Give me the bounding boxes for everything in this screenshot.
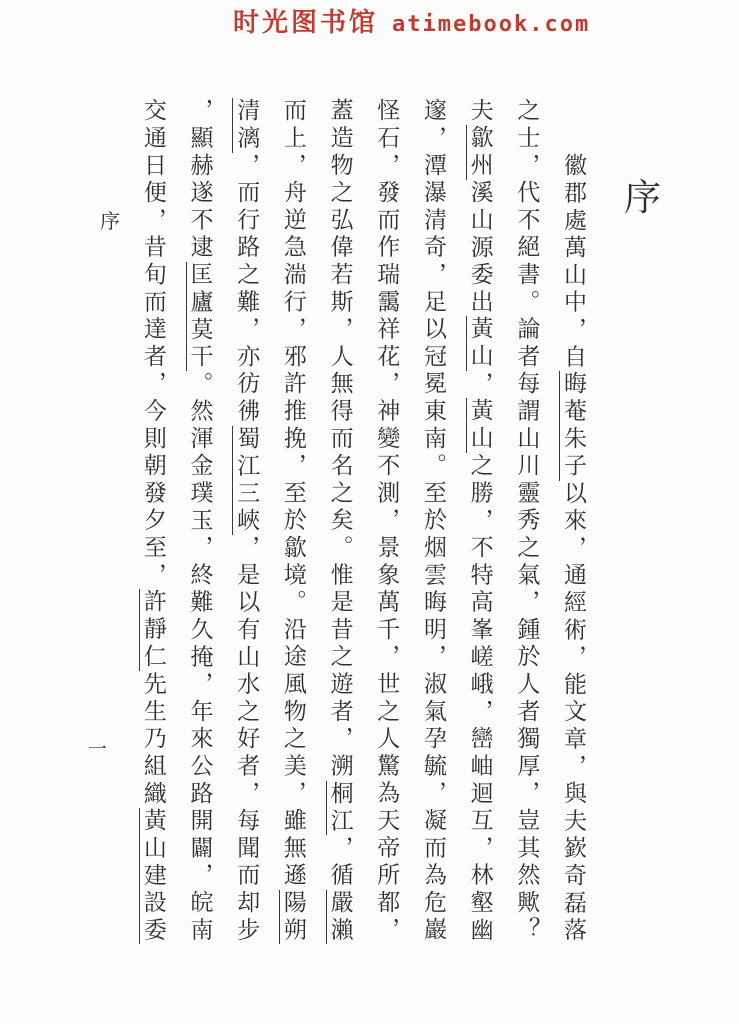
text-column: ，顯赫遂不逮匡廬莫干。然渾金璞玉，終難久掩，年來公路開闢，皖南	[187, 98, 213, 945]
watermark-site-name: 时光图书馆	[233, 8, 379, 37]
text-column: 之士，代不絕書。論者每謂山川靈秀之氣，鍾於人者獨厚，豈其然歟？	[514, 98, 540, 945]
proper-noun-mark: 蜀江三峽	[234, 425, 260, 535]
watermark	[233, 2, 590, 39]
text-column: 徽郡處萬山中，自晦菴朱子以來，通經術，能文章，與夫嶔奇磊落	[561, 153, 586, 945]
proper-noun-mark: 黃山	[467, 398, 493, 453]
text-column: 交通日便，昔旬而達者，今則朝發夕至，許靜仁先生乃組織黃山建設委	[140, 98, 166, 945]
margin-section-label: 序	[100, 211, 120, 233]
proper-noun-mark: 桐江	[327, 780, 353, 836]
text-column: 而上，舟逆急湍行，邪許推挽，至於歙境。沿途風物之美，雖無遜陽朔	[280, 98, 306, 945]
proper-noun-mark: 匡廬莫干	[187, 261, 213, 372]
text-column: 蓋造物之弘偉若斯，人無得而名之矣。惟是昔之遊者，溯桐江，循嚴瀨	[327, 98, 353, 945]
text-body	[129, 98, 596, 946]
proper-noun-mark: 陽朔	[280, 889, 306, 945]
page-title: 序	[624, 178, 661, 219]
proper-noun-mark: 黃山	[467, 316, 493, 372]
watermark-site-url: atimebook.com	[392, 12, 591, 37]
text-column: 邃，潭瀑清奇，足以冠冕東南。至於烟雲晦明，淑氣孕毓，凝而為危巖	[420, 98, 446, 945]
proper-noun-mark: 嚴瀨	[327, 889, 353, 945]
page-number: 一	[88, 739, 108, 760]
proper-noun-mark: 許靜仁	[140, 589, 166, 672]
proper-noun-mark: 黃山建設委	[140, 807, 166, 945]
proper-noun-mark: 清漓	[234, 98, 260, 153]
text-column: 夫歙州溪山源委出黃山，黃山之勝，不特高峯嵯峨，巒岫迴互，林壑幽	[467, 98, 493, 945]
text-column: 清漓，而行路之難，亦彷彿蜀江三峽，是以有山水之好者，每聞而却步	[234, 98, 260, 945]
proper-noun-mark: 晦菴朱子	[561, 371, 586, 481]
text-column: 怪石，發而作瑞靄祥花，神變不測，景象萬千，世之人驚為天帝所都，	[374, 98, 400, 945]
proper-noun-mark: 歙州	[467, 125, 493, 180]
